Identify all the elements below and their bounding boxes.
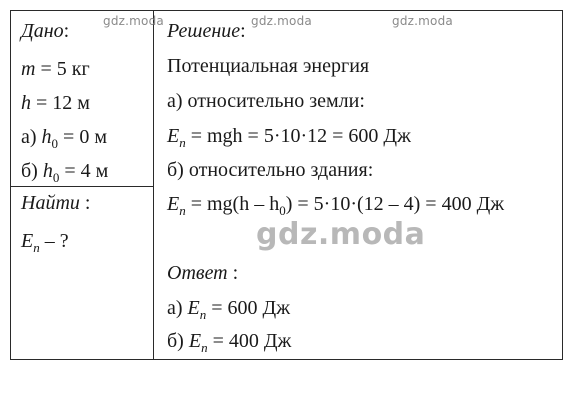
- solution-equation-building: $E_п = mg(h - h_0) = 5\cdot 10\cdot(12 - 4) = 400$ Дж: [167, 193, 505, 218]
- watermark-small: gdz.moda: [392, 14, 453, 28]
- given-find-divider: [11, 186, 153, 187]
- watermark-small: gdz.moda: [103, 14, 164, 28]
- solution-heading: Решение:: [167, 20, 246, 42]
- given-height-a: а) $h_0 = 0$ м: [21, 126, 107, 151]
- solution-table: [10, 10, 563, 360]
- given-mass: m = 5 кг: [21, 58, 90, 80]
- solution-equation-ground: $E_п$ = mgh = 5·10·12 = 600 Дж: [167, 125, 411, 150]
- find-quantity: $E_п$ – ?: [21, 230, 69, 255]
- given-heading: Дано:: [21, 20, 70, 42]
- answer-a: а) $E_п = 600$ Дж: [167, 297, 291, 322]
- answer-b: б) $E_п = 400$ Дж: [167, 330, 292, 355]
- watermark-small: gdz.moda: [251, 14, 312, 28]
- given-height-b: б) $h_0 = 4$ м: [21, 160, 109, 185]
- given-height: h = 12 м: [21, 92, 90, 114]
- find-heading: Найти :: [21, 192, 91, 214]
- solution-line-energy: Потенциальная энергия: [167, 55, 370, 77]
- column-divider: [153, 11, 154, 359]
- solution-line-ground: а) относительно земли:: [167, 90, 365, 112]
- solution-line-building: б) относительно здания:: [167, 159, 374, 181]
- watermark-large: gdz.moda: [256, 217, 426, 252]
- answer-heading: Ответ :: [167, 262, 239, 284]
